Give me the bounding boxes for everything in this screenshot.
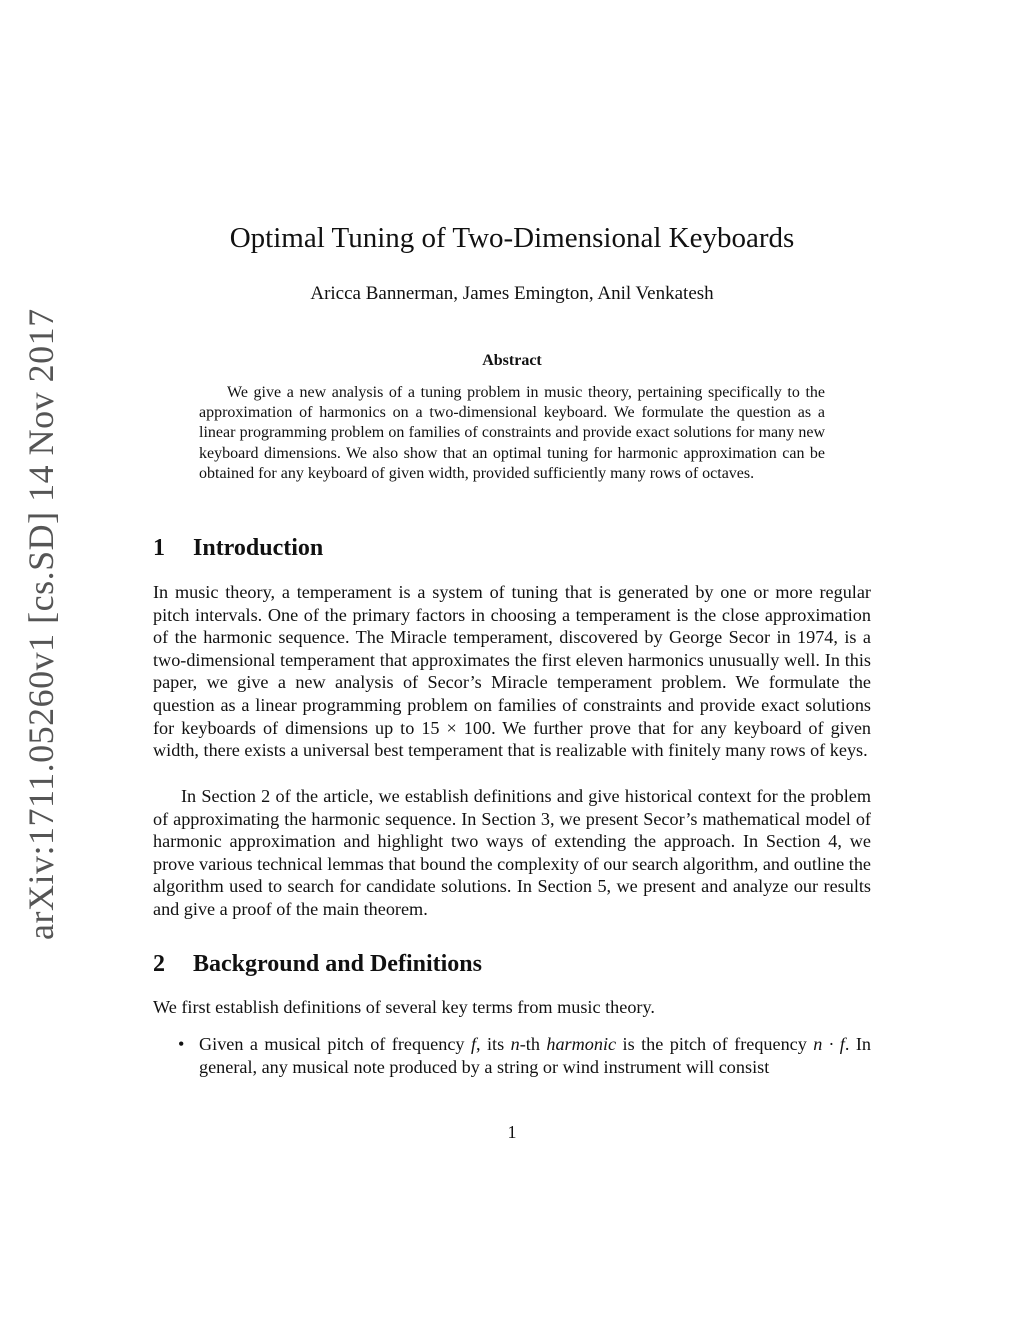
abstract-body: We give a new analysis of a tuning problem in music theory, pertaining specifically to the approximation of harmonics on a two-dimensional keyboard. We formulate the question as a linear programming problem on families of constraints and provide exact solutions for many new keyboard dimensions. We also show that an optimal tuning for harmonic approximation can be obtained for any keyboard of given width, provided sufficiently many rows of octaves. (199, 384, 825, 482)
abstract-heading: Abstract (482, 352, 542, 369)
math-variable: f (470, 1034, 476, 1054)
paper-authors: Aricca Bannerman, James Emington, Anil Venkatesh (310, 283, 714, 304)
section-heading-introduction (153, 535, 323, 562)
definition-list (153, 1033, 871, 1078)
intro-paragraph-1: In music theory, a temperament is a system of tuning that is generated by one or more regular pitch intervals. One of the primary factors in choosing a temperament is the close approximation of the harmonic sequence. The Miracle temperament, discovered by George Secor in 1974, is a two-dimensional temperament that approximates the first eleven harmonics unusually well. In this paper, we give a new analysis of Secor’s Miracle temperament problem. We formulate the question as a linear programming problem on families of constraints and provide exact solutions for keyboards of dimensions up to 15 × 100. We further prove that for any keyboard of given width, there exists a universal best temperament that is realizable with finitely many rows of keys. (153, 582, 871, 761)
background-intro: We first establish definitions of several key terms from music theory. (153, 997, 655, 1017)
section-title: Introduction (193, 535, 324, 561)
section-number: 2 (153, 951, 165, 977)
list-item: • Given a musical pitch of frequency f, its n-th harmonic is the pitch of frequency n · f. In general, any musical note produced by a string or wind instrument will consist (178, 1034, 871, 1077)
math-expression: n · f (813, 1034, 845, 1054)
section-number: 1 (153, 535, 165, 561)
math-variable: n (510, 1034, 520, 1054)
intro-paragraph-2: In Section 2 of the article, we establish definitions and give historical context for the problem of approximating the harmonic sequence. In Section 3, we present Secor’s mathematical model of harmonic approximation and highlight two ways of extending the approach. In Section 4, we prove various technical lemmas that bound the complexity of our search algorithm, and outline the algorithm used to search for candidate solutions. In Section 5, we present and analyze our results and give a proof of the main theorem. (153, 786, 871, 919)
paper-title: Optimal Tuning of Two-Dimensional Keyboards (229, 222, 795, 254)
section-title: Background and Definitions (193, 951, 482, 977)
bullet-icon: • (178, 1034, 185, 1054)
defined-term: harmonic (546, 1034, 617, 1054)
page-number: 1 (507, 1122, 517, 1142)
arxiv-identifier: arXiv:1711.05260v1 [cs.SD] 14 Nov 2017 (21, 308, 61, 940)
section-heading-background (153, 951, 482, 978)
